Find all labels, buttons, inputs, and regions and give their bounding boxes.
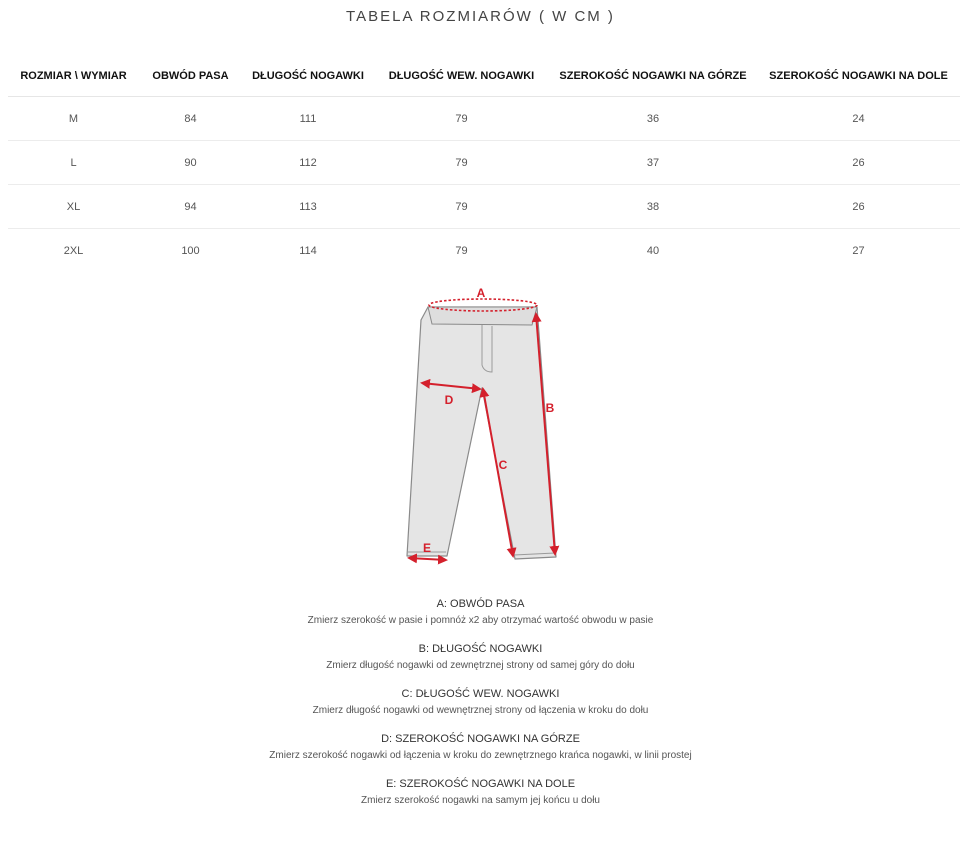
table-cell: 79 bbox=[455, 244, 468, 257]
label-c: C bbox=[498, 458, 508, 472]
legend-description: Zmierz długość nogawki od zewnętrznej strony od samej góry do dołu bbox=[326, 660, 635, 671]
table-cell: 84 bbox=[139, 97, 242, 141]
measurement-legend bbox=[0, 597, 961, 822]
legend-description: Zmierz szerokość w pasie i pomnóż x2 aby otrzymać wartość obwodu w pasie bbox=[307, 615, 654, 626]
column-header-waist: OBWÓD PASA bbox=[139, 56, 242, 97]
legend-title: E: SZEROKOŚĆ NOGAWKI NA DOLE bbox=[385, 778, 576, 790]
table-cell: 100 bbox=[181, 244, 200, 257]
label-d: D bbox=[444, 393, 454, 407]
table-cell: 40 bbox=[646, 244, 660, 257]
table-row bbox=[8, 97, 960, 141]
size-table bbox=[8, 56, 960, 272]
legend-item-d bbox=[0, 732, 961, 763]
table-cell: 79 bbox=[374, 185, 549, 229]
page-title: TABELA ROZMIARÓW ( W CM ) bbox=[346, 8, 615, 25]
table-cell: 111 bbox=[242, 97, 374, 141]
legend-item-a bbox=[0, 597, 961, 628]
table-cell: 112 bbox=[242, 141, 374, 185]
table-cell: XL bbox=[8, 185, 139, 229]
table-row bbox=[8, 229, 960, 273]
waistband bbox=[428, 307, 537, 325]
legend-description: Zmierz szerokość nogawki na samym jej końcu u dołu bbox=[361, 795, 600, 806]
label-b: B bbox=[545, 401, 555, 415]
pants-outline bbox=[407, 307, 556, 559]
legend-title: C: DŁUGOŚĆ WEW. NOGAWKI bbox=[401, 688, 560, 700]
table-cell: 36 bbox=[549, 97, 757, 141]
table-cell: 94 bbox=[139, 185, 242, 229]
table-cell: 79 bbox=[374, 141, 549, 185]
pants-diagram bbox=[395, 278, 575, 568]
table-header-row bbox=[8, 56, 960, 97]
legend-item-e bbox=[0, 777, 961, 808]
table-cell: 27 bbox=[852, 244, 865, 257]
measure-e-arrow bbox=[409, 558, 446, 560]
column-header-bottom-width: SZEROKOŚĆ NOGAWKI NA DOLE bbox=[757, 56, 960, 97]
label-e: E bbox=[422, 541, 432, 555]
legend-item-c bbox=[0, 687, 961, 718]
table-cell: 113 bbox=[242, 185, 374, 229]
legend-item-b bbox=[0, 642, 961, 673]
column-header-leg-length: DŁUGOŚĆ NOGAWKI bbox=[242, 56, 374, 97]
legend-title: D: SZEROKOŚĆ NOGAWKI NA GÓRZE bbox=[381, 733, 580, 745]
table-cell: 79 bbox=[374, 97, 549, 141]
table-row bbox=[8, 141, 960, 185]
table-row bbox=[8, 185, 960, 229]
table-cell: 38 bbox=[549, 185, 757, 229]
table-cell: 37 bbox=[549, 141, 757, 185]
column-header-size: ROZMIAR \ WYMIAR bbox=[8, 56, 139, 97]
label-a: A bbox=[476, 286, 486, 300]
column-header-top-width: SZEROKOŚĆ NOGAWKI NA GÓRZE bbox=[549, 56, 757, 97]
table-cell: 26 bbox=[757, 141, 960, 185]
table-cell: 26 bbox=[757, 185, 960, 229]
legend-title: A: OBWÓD PASA bbox=[436, 598, 525, 610]
legend-description: Zmierz długość nogawki od wewnętrznej strony od łączenia w kroku do dołu bbox=[312, 705, 649, 716]
legend-title: B: DŁUGOŚĆ NOGAWKI bbox=[418, 643, 543, 655]
table-cell: 90 bbox=[139, 141, 242, 185]
legend-description: Zmierz szerokość nogawki od łączenia w kroku do zewnętrznego krańca nogawki, w linii prostej bbox=[269, 750, 692, 761]
column-header-inseam: DŁUGOŚĆ WEW. NOGAWKI bbox=[374, 56, 549, 97]
table-cell: 24 bbox=[757, 97, 960, 141]
table-cell: M bbox=[8, 97, 139, 141]
table-cell: L bbox=[8, 141, 139, 185]
table-cell: 2XL bbox=[63, 244, 84, 257]
table-cell: 114 bbox=[299, 244, 317, 257]
